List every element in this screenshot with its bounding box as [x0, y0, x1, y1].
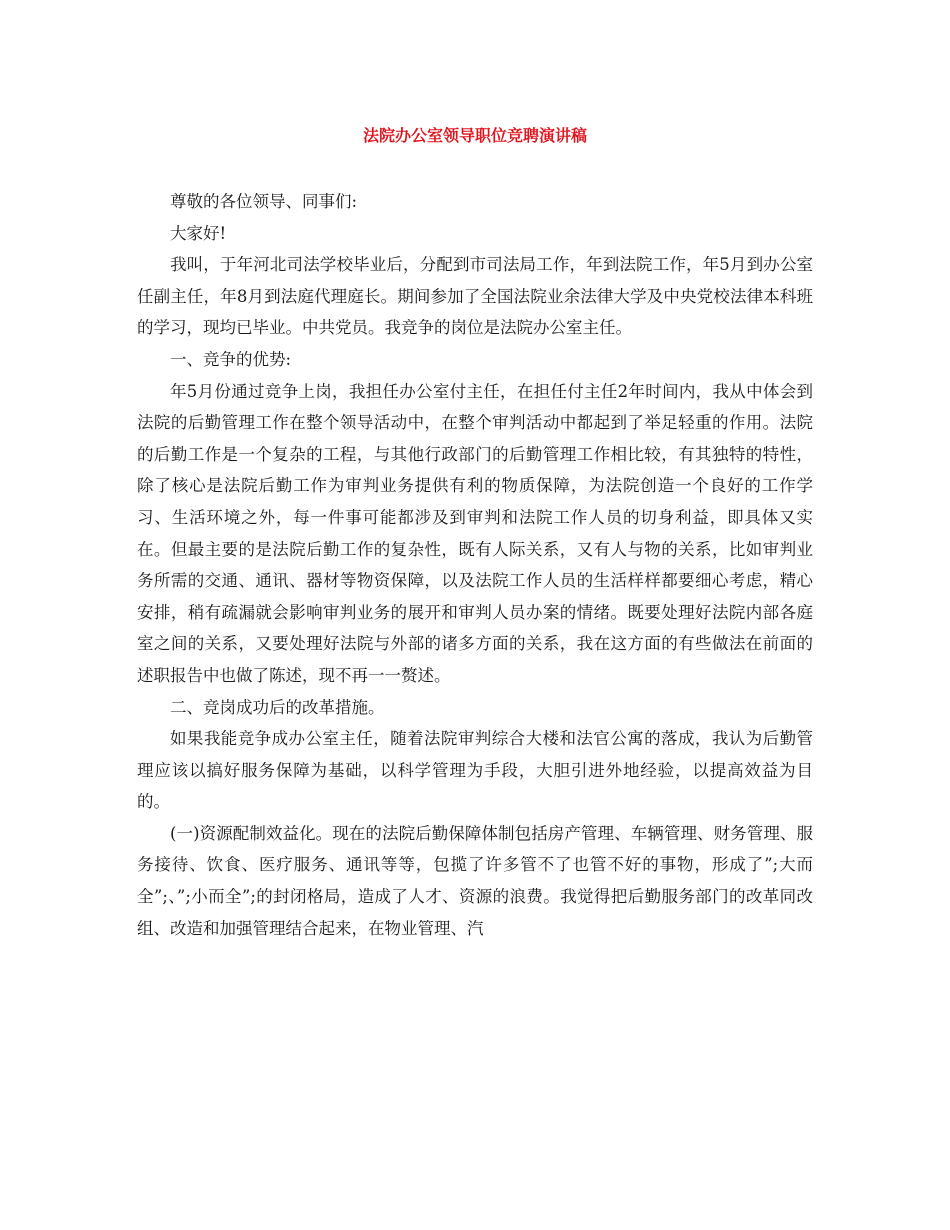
document-body [137, 186, 813, 944]
section-heading-reforms: 二、竞岗成功后的改革措施。 [170, 697, 385, 717]
paragraph-intro: 我叫，于年河北司法学校毕业后，分配到市司法局工作，年到法院工作，年5月到办公室任副主任，年8月到法庭代理庭长。期间参加了全国法院业余法律大学及中央党校法律本科班的学习，现均已毕业。中共党员。我竞争的岗位是法院办公室主任。 [137, 255, 813, 338]
paragraph-advantages: 年5月份通过竞争上岗，我担任办公室付主任，在担任付主任2年时间内，我从中体会到法院的后勤管理工作在整个领导活动中，在整个审判活动中都起到了举足轻重的作用。法院的后勤工作是一个复杂的工程，与其他行政部门的后勤管理工作相比较，有其独特的特性，除了核心是法院后勤工作为审判业务提供有利的物质保障，为法院创造一个良好的工作学习、生活环境之外，每一件事可能都涉及到审判和法院工作人员的切身利益，即具体又实在。但最主要的是法院后勤工作的复杂性，既有人际关系，又有人与物的关系，比如审判业务所需的交通、通讯、器材等物资保障，以及法院工作人员的生活样样都要细心考虑，精心安排，稍有疏漏就会影响审判业务的展开和审判人员办案的情绪。既要处理好法院内部各庭室之间的关系，又要处理好法院与外部的诸多方面的关系，我在这方面的有些做法在前面的述职报告中也做了陈述，现不再一一赘述。 [137, 381, 813, 685]
greeting: 大家好! [170, 223, 227, 243]
section-heading-advantages: 一、竞争的优势: [170, 349, 292, 369]
paragraph-reforms: 如果我能竞争成办公室主任，随着法院审判综合大楼和法官公寓的落成，我认为后勤管理应该以搞好服务保障为基础，以科学管理为手段，大胆引进外地经验，以提高效益为目的。 [137, 729, 813, 812]
paragraph-resource-allocation: (一)资源配制效益化。现在的法院后勤保障体制包括房产管理、车辆管理、财务管理、服务接待、饮食、医疗服务、通讯等等，包揽了许多管不了也管不好的事物，形成了”;大而全”;、”;小而全”;的封闭格局，造成了人才、资源的浪费。我觉得把后勤服务部门的改革同改组、改造和加强管理结合起来，在物业管理、汽 [137, 823, 813, 938]
salutation: 尊敬的各位领导、同事们: [170, 192, 358, 211]
document-title: 法院办公室领导职位竞聘演讲稿 [362, 126, 587, 145]
